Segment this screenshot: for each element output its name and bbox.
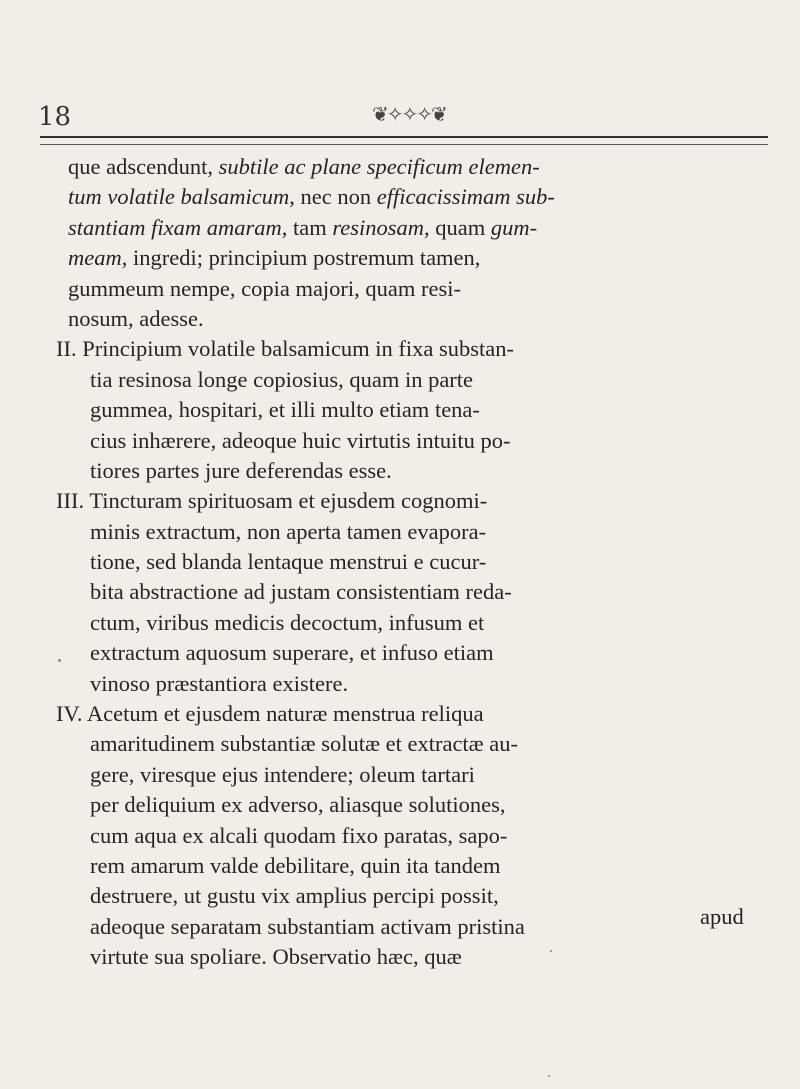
text-line: que adscendunt, subtile ac plane specificum elemen- xyxy=(68,154,540,179)
text-line: nosum, adesse. xyxy=(68,305,204,331)
paper-speck xyxy=(550,950,552,952)
text-line: rem amarum valde debilitare, quin ita tandem xyxy=(90,852,501,878)
text-line: amaritudinem substantiæ solutæ et extractæ au- xyxy=(90,731,519,757)
paper-speck xyxy=(548,1075,550,1077)
text-line: cum aqua ex alcali quodam fixo paratas, sapo- xyxy=(90,822,508,848)
text-line: minis extractum, non aperta tamen evapora- xyxy=(90,518,487,544)
text-line: extractum aquosum superare, et infuso etiam xyxy=(90,640,494,666)
text-line: gummea, hospitari, et illi multo etiam tena- xyxy=(90,397,480,423)
paragraph-ii-line: II. Principium volatile balsamicum in fixa substan- xyxy=(56,336,515,362)
paragraph-iii-line: III. Tincturam spirituosam et ejusdem cognomi- xyxy=(56,488,488,514)
header-rule xyxy=(40,136,768,145)
text-line: adeoque separatam substantiam activam pristina xyxy=(90,913,525,939)
text-line: ctum, viribus medicis decoctum, infusum et xyxy=(90,609,485,635)
text-line: per deliquium ex adverso, aliasque solutiones, xyxy=(90,792,506,818)
body-text xyxy=(56,152,768,973)
header-ornament: ❦✧✧✧❦ xyxy=(372,102,446,126)
text-line: tione, sed blanda lentaque menstrui e cucur- xyxy=(90,549,487,575)
paper-speck xyxy=(58,659,61,662)
text-line: cius inhærere, adeoque huic virtutis intuitu po- xyxy=(90,427,511,453)
page-number: 18 xyxy=(38,102,72,132)
text-line: tiores partes jure deferendas esse. xyxy=(90,457,392,483)
text-line: bita abstractione ad justam consistentiam reda- xyxy=(90,579,512,605)
text-line: gummeum nempe, copia majori, quam resi- xyxy=(68,275,462,301)
text-line: tum volatile balsamicum, nec non efficacissimam sub- xyxy=(68,184,555,210)
paragraph-iv-line: IV. Acetum et ejusdem naturæ menstrua reliqua xyxy=(56,701,484,727)
text-line: tia resinosa longe copiosius, quam in parte xyxy=(90,366,474,392)
catchword: apud xyxy=(700,904,744,929)
text-line: vinoso præstantiora existere. xyxy=(90,670,349,696)
text-line: destruere, ut gustu vix amplius percipi possit, xyxy=(90,883,499,909)
text-line: meam, ingredi; principium postremum tamen, xyxy=(68,245,481,271)
text-line: gere, viresque ejus intendere; oleum tartari xyxy=(90,761,475,787)
text-line: stantiam fixam amaram, tam resinosam, quam gum- xyxy=(68,214,538,240)
text-line: virtute sua spoliare. Observatio hæc, quæ xyxy=(90,944,462,970)
